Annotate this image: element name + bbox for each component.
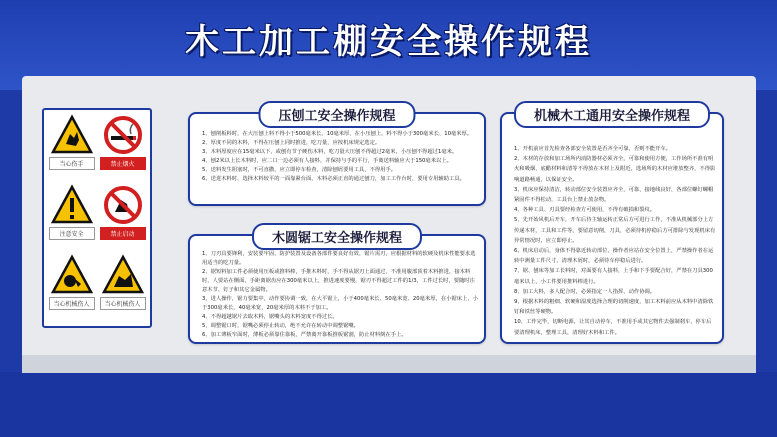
rule-item: 10、工作完毕，切断电源，让其自动停车，不准用手或其它物件去强制刹车，停车后要清理机床，整理工具，清理好木料和工件。	[514, 319, 712, 336]
sign-label: 当心机械伤人	[49, 297, 95, 310]
rule-item: 7、锯、刨床等加工长料时，对面要有人接料，上手和下手要配合好，严禁在刀具300毫米以上，小工件要用推料棒进行。	[514, 268, 713, 285]
card-heading: 机械木工通用安全操作规程	[514, 101, 710, 128]
rule-item: 4、各种工具、刃具要经检查方可使用，不得有破损和裂纹。	[514, 207, 656, 214]
rule-item: 3、木料厚度应在15毫米以下，或刨有节子硬伤木料，吃刀量大压刨不得超过2毫米，小压刨不得超过1毫米。	[202, 149, 458, 155]
rule-item: 5、先开始风机后开车，开车后待主轴运转正常后方可进行工作，不准从机械部分上方传递木材，工具和工件等，要留意切削，刀具，必须待机停稳后方可排除与发现机床有异常情况时，应立即停止。	[514, 217, 716, 244]
rule-item: 5、调整锯口时，锯嘴必须停止转动，绝不允许在转动中调整锯嘴。	[202, 323, 359, 329]
page-title: 木工加工棚安全操作规程	[185, 22, 592, 62]
rule-list	[514, 144, 716, 338]
rule-item: 9、根据木料的粗细、软硬和湿度选择合理的切削速度，加工木料前应从木料中清除铁钉和铁丝等硬物。	[514, 299, 714, 316]
rule-item: 3、机床应保持清洁，转动部位安全装置应齐全，可靠，接地线良好，各部位螺钉螺帽紧固件不得松动，工具台上禁止放杂物。	[514, 186, 714, 204]
rule-item: 4、不得超越锯片去取木料，锯嘴头的木料宽度不得过长。	[202, 314, 338, 320]
rule-item: 8、加工大料，多人配合时，必须指定一人指挥，动作协调。	[514, 288, 656, 295]
sign-label: 当心伤手	[49, 157, 95, 170]
footer-band	[0, 372, 777, 437]
sign-label: 注意安全	[49, 227, 95, 240]
planer-rules-card	[188, 109, 486, 206]
machine-warning-icon	[101, 254, 145, 296]
rule-item: 2、厚度不同的木料，不得在压刨上同时推进，吃刀量，应按机床规定选定。	[202, 140, 381, 146]
rule-item: 1、刨削板料时，在大压刨上料不得小于500毫米长、10毫米厚，在小压刨上，料不得小于300毫米长、10毫米厚。	[202, 131, 473, 137]
rule-item: 3、进人操作，锯力要集中，动作要协调一致，在大平锯上，小于400毫米长、50毫米宽、20毫米厚，在小锯床上，小于300毫米长，40毫米宽，20毫米厚的木料不于加工。	[202, 296, 478, 311]
saw-rules-card	[188, 231, 486, 344]
sign-machine-injury-2	[98, 254, 147, 322]
sign-machine-injury-1	[47, 254, 96, 322]
rule-item: 2、木材的存放和加工场所内消防器材必须齐全，可靠和使用方便，工作场所不准有明火和吸烟，底醋材料和清等不得放在木材上及附近，选场所的木材应堆放整齐，不得影响道路畅通，以保证安全。	[514, 156, 716, 183]
sign-no-start	[98, 184, 147, 252]
hand-warning-icon	[50, 114, 94, 156]
sign-hand-injury	[47, 114, 96, 182]
rule-item: 1、刀刃具要锋利，安装要牢固，防护装置及设备各部件要良好有效，锯片需刃，应根据材料的软硬及机床性能要求选用适当的吃刀量。	[202, 251, 476, 266]
rule-item: 6、送进木料时，选择木料较平的一面靠紧台面，木料必须正直的通过刨刀，加工工作台时，要用专用辅助工具。	[202, 176, 465, 182]
rule-item: 2、锯短料加工件必须使用压板或推料棒，手推木料时，手不得从锯刃上面通过，不准用腹部顶着木料推进，接木料时，人要站在侧面，手距离锯齿应在300毫米以上，推进速度要慢，锯刃不得超过工件的1/3，工件过长时，要随时注意木节、钉子和其它金属物。	[202, 269, 475, 293]
sign-label: 当心机械伤人	[100, 297, 146, 310]
no-smoking-icon	[101, 114, 145, 156]
rule-item: 1、开机前应首先检查各部安全装置是否齐全可靠，否则不能开车。	[514, 146, 671, 152]
safety-sign-panel	[42, 108, 152, 328]
card-heading: 木圆锯工安全操作规程	[252, 223, 422, 250]
rule-list	[202, 250, 478, 340]
rule-list	[202, 130, 478, 184]
rule-item: 5、送料发生阻塞时，不可直撒，应立即停车检查，清除刨屑要用工具，不得用手。	[202, 167, 397, 173]
sign-caution	[47, 184, 96, 252]
sign-label: 禁止烟火	[100, 157, 146, 170]
sign-no-smoking	[98, 114, 147, 182]
card-heading: 压刨工安全操作规程	[258, 101, 415, 128]
exclamation-warning-icon	[50, 184, 94, 226]
rule-item: 6、加工薄板窄面时，薄板必须靠住靠板，严禁离开靠板推板锯割，防止材料倒在手上。	[202, 332, 407, 338]
rule-item: 4、刨2米以上长木料时，应二口一边必须有人接料，并保持与手的平行，手离送料轴应大于150毫米以上。	[202, 158, 452, 164]
sign-label: 禁止启动	[100, 227, 146, 240]
no-start-icon	[101, 184, 145, 226]
general-rules-card	[500, 109, 724, 344]
gear-warning-icon	[50, 254, 94, 296]
rule-item: 6、机床启动后，身体不得靠近转动部位，操作者应站在安全位置上，严禁操作者在运转中测量工件尺寸，清理木屑时，必须待车停稳后进行。	[514, 248, 714, 265]
board-base-strip	[22, 355, 756, 373]
